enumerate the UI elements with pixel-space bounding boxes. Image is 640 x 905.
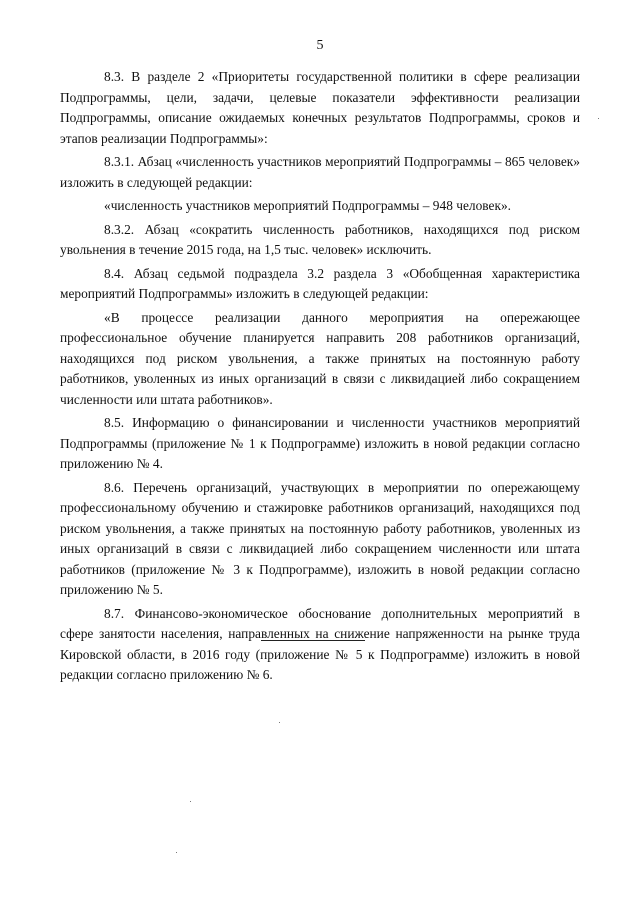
scan-speck: [176, 852, 177, 853]
scan-speck: [598, 118, 599, 119]
paragraph-8-7: 8.7. Финансово-экономическое обоснование дополнительных мероприятий в сфере занятости населения, направленных на снижение напряженности на рынке труда Кировской области, в 2016 году (приложение № 5 к Подпрограмме) изложить в новой редакции согласно приложению № 6.: [60, 605, 580, 682]
paragraph-8-3-1: 8.3.1. Абзац «численность участников мероприятий Подпрограммы – 865 человек» изложить в следующей редакции:: [60, 154, 580, 190]
paragraph-8-3-1-quote: «численность участников мероприятий Подпрограммы – 948 человек».: [104, 198, 512, 213]
closing-rule: [261, 640, 365, 641]
page-number: 5: [316, 38, 324, 53]
paragraph-8-4-quote: «В процессе реализации данного мероприятия на опережающее профессиональное обучение планируется направить 208 работников организаций, находящихся под риском увольнения, а также принятых на постоянную работу работников, уволенных из иных организаций в связи с ликвидацией либо сокращением численности или штата работников».: [60, 309, 580, 407]
document-body: [60, 67, 580, 689]
scan-speck: [190, 801, 191, 802]
paragraph-8-4: 8.4. Абзац седьмой подраздела 3.2 раздела 3 «Обобщенная характеристика мероприятий Подпрограммы» изложить в следующей редакции:: [60, 265, 580, 301]
paragraph-8-5: 8.5. Информацию о финансировании и численности участников мероприятий Подпрограммы (приложение № 1 к Подпрограмме) изложить в новой редакции согласно приложению № 4.: [60, 415, 580, 471]
paragraph-8-6: 8.6. Перечень организаций, участвующих в мероприятии по опережающему профессиональному обучению и стажировке работников организаций, находящихся под риском увольнения, а также принятых на постоянную работу работников, уволенных из иных организаций в связи с ликвидацией либо сокращением численности или штата работников (приложение № 3 к Подпрограмме), изложить в новой редакции согласно приложению № 5.: [60, 479, 580, 597]
paragraph-8-3: 8.3. В разделе 2 «Приоритеты государственной политики в сфере реализации Подпрограммы, цели, задачи, целевые показатели эффективности реализации Подпрограммы, описание ожидаемых конечных результатов Подпрограммы, сроков и этапов реализации Подпрограммы»:: [60, 69, 580, 146]
scan-speck: [279, 722, 280, 723]
paragraph-8-3-2: 8.3.2. Абзац «сократить численность работников, находящихся под риском увольнения в течение 2015 года, на 1,5 тыс. человек» исключить.: [60, 221, 580, 257]
